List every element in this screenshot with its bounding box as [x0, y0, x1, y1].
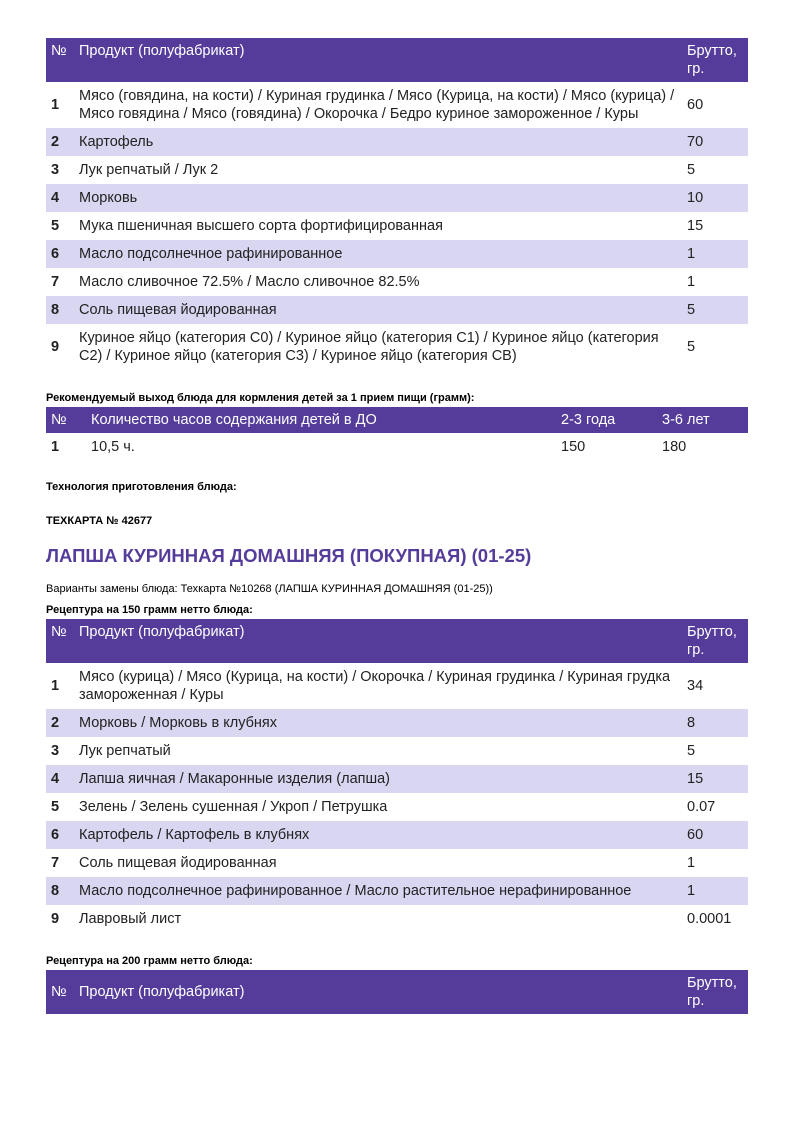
table-row — [46, 709, 748, 737]
gross-cell: 8 — [682, 709, 748, 737]
table-row — [46, 296, 748, 324]
gross-cell: 60 — [687, 97, 704, 113]
gross-cell: 5 — [687, 162, 696, 178]
substitutes-note: Варианты замены блюда: Техкарта №10268 (ЛАПША КУРИННАЯ ДОМАШНЯЯ (01-25)) — [46, 583, 493, 595]
row-number: 5 — [51, 218, 60, 234]
table-row — [46, 905, 748, 933]
gross-cell: 34 — [687, 678, 704, 694]
header-product: Продукт (полуфабрикат) — [74, 619, 682, 663]
row-number: 2 — [46, 128, 74, 156]
recipe-150-table-body — [46, 663, 748, 933]
row-number: 5 — [51, 799, 60, 815]
page — [46, 38, 748, 1014]
header-num: № — [46, 619, 74, 663]
gross-cell: 1 — [687, 274, 696, 290]
product-cell: Морковь — [74, 184, 682, 212]
row-number: 7 — [51, 855, 60, 871]
table-header-row — [46, 38, 748, 82]
table-row — [46, 765, 748, 793]
gross-cell: 70 — [682, 128, 748, 156]
row-number: 8 — [46, 877, 74, 905]
row-number: 3 — [51, 162, 60, 178]
header-gross: Брутто, гр. — [682, 38, 748, 82]
product-cell: Картофель / Картофель в клубнях — [74, 821, 682, 849]
table-row — [46, 324, 748, 370]
table-header-row — [46, 407, 748, 433]
table-row — [46, 793, 748, 821]
row-number: 9 — [51, 911, 60, 927]
age-3-6-cell: 180 — [662, 439, 687, 455]
table-row — [46, 821, 748, 849]
yield-label: Рекомендуемый выход блюда для кормления детей за 1 прием пищи (грамм): — [46, 392, 475, 404]
techcard-label: ТЕХКАРТА № 42677 — [46, 515, 153, 527]
recipe-200-table — [46, 970, 748, 1014]
hours-cell: 10,5 ч. — [91, 439, 135, 455]
product-cell: Соль пищевая йодированная — [74, 296, 682, 324]
table-row — [46, 737, 748, 765]
product-cell: Масло подсолнечное рафинированное — [74, 240, 682, 268]
row-number: 6 — [46, 821, 74, 849]
product-cell: Мясо (говядина, на кости) / Куриная грудинка / Мясо (Курица, на кости) / Мясо (курица) / Мясо говядина / Мясо (говядина) / Окорочка / Бедро куриное замороженное / Куры — [79, 88, 675, 122]
header-gross: Брутто, гр. — [682, 970, 748, 1014]
table-header-row — [46, 619, 748, 663]
row-number: 9 — [51, 339, 60, 355]
header-num: № — [46, 407, 86, 433]
row-number: 1 — [51, 97, 60, 113]
technology-label: Технология приготовления блюда: — [46, 481, 237, 493]
table-row — [46, 849, 748, 877]
product-cell: Мука пшеничная высшего сорта фортифицированная — [79, 218, 443, 234]
table-row — [46, 212, 748, 240]
product-cell: Мясо (курица) / Мясо (Курица, на кости) / Окорочка / Куриная грудинка / Куриная грудка замороженная / Куры — [79, 669, 671, 703]
table-row — [46, 268, 748, 296]
header-num: № — [46, 970, 74, 1014]
product-cell: Лавровый лист — [79, 911, 182, 927]
header-age-2-3: 2-3 года — [556, 407, 657, 433]
ingredients-table-1 — [46, 38, 748, 370]
header-product: Продукт (полуфабрикат) — [74, 38, 682, 82]
gross-cell: 10 — [682, 184, 748, 212]
gross-cell: 1 — [682, 240, 748, 268]
ingredients-table-1-body — [46, 82, 748, 370]
gross-cell: 5 — [682, 296, 748, 324]
gross-cell: 5 — [687, 339, 696, 355]
recipe-150-label: Рецептура на 150 грамм нетто блюда: — [46, 604, 253, 616]
gross-cell: 1 — [682, 877, 748, 905]
product-cell: Масло подсолнечное рафинированное / Масло растительное нерафинированное — [74, 877, 682, 905]
yield-table — [46, 407, 748, 461]
product-cell: Лук репчатый / Лук 2 — [79, 162, 219, 178]
gross-cell: 60 — [682, 821, 748, 849]
row-number: 1 — [51, 439, 60, 455]
row-number: 4 — [46, 184, 74, 212]
table-row — [46, 128, 748, 156]
product-cell: Куриное яйцо (категория С0) / Куриное яйцо (категория С1) / Куриное яйцо (категория С2) / Куриное яйцо (категория С3) / Куриное яйцо (категория СВ) — [79, 330, 659, 364]
gross-cell: 0.07 — [687, 799, 716, 815]
row-number: 1 — [51, 678, 60, 694]
header-hours: Количество часов содержания детей в ДО — [86, 407, 556, 433]
table-row — [46, 156, 748, 184]
table-row — [46, 877, 748, 905]
row-number: 8 — [46, 296, 74, 324]
header-gross: Брутто, гр. — [682, 619, 748, 663]
header-age-3-6: 3-6 лет — [657, 407, 748, 433]
product-cell: Картофель — [74, 128, 682, 156]
row-number: 6 — [46, 240, 74, 268]
gross-cell: 5 — [687, 743, 696, 759]
product-cell: Соль пищевая йодированная — [79, 855, 277, 871]
gross-cell: 1 — [687, 855, 696, 871]
row-number: 2 — [46, 709, 74, 737]
row-number: 4 — [46, 765, 74, 793]
row-number: 7 — [51, 274, 60, 290]
table-header-row — [46, 970, 748, 1014]
dish-title: ЛАПША КУРИННАЯ ДОМАШНЯЯ (ПОКУПНАЯ) (01-25) — [46, 545, 532, 566]
age-2-3-cell: 150 — [561, 439, 586, 455]
gross-cell: 15 — [682, 765, 748, 793]
product-cell: Морковь / Морковь в клубнях — [74, 709, 682, 737]
recipe-150-table — [46, 619, 748, 933]
table-row — [46, 82, 748, 128]
header-num: № — [46, 38, 74, 82]
recipe-200-label: Рецептура на 200 грамм нетто блюда: — [46, 955, 253, 967]
table-row — [46, 663, 748, 709]
header-product: Продукт (полуфабрикат) — [74, 970, 682, 1014]
product-cell: Зелень / Зелень сушенная / Укроп / Петрушка — [79, 799, 388, 815]
product-cell: Лук репчатый — [79, 743, 171, 759]
gross-cell: 0.0001 — [687, 911, 732, 927]
table-row — [46, 433, 748, 461]
table-row — [46, 184, 748, 212]
row-number: 3 — [51, 743, 60, 759]
gross-cell: 15 — [687, 218, 704, 234]
product-cell: Масло сливочное 72.5% / Масло сливочное 82.5% — [79, 274, 420, 290]
table-row — [46, 240, 748, 268]
product-cell: Лапша яичная / Макаронные изделия (лапша) — [74, 765, 682, 793]
yield-table-body — [46, 433, 748, 461]
